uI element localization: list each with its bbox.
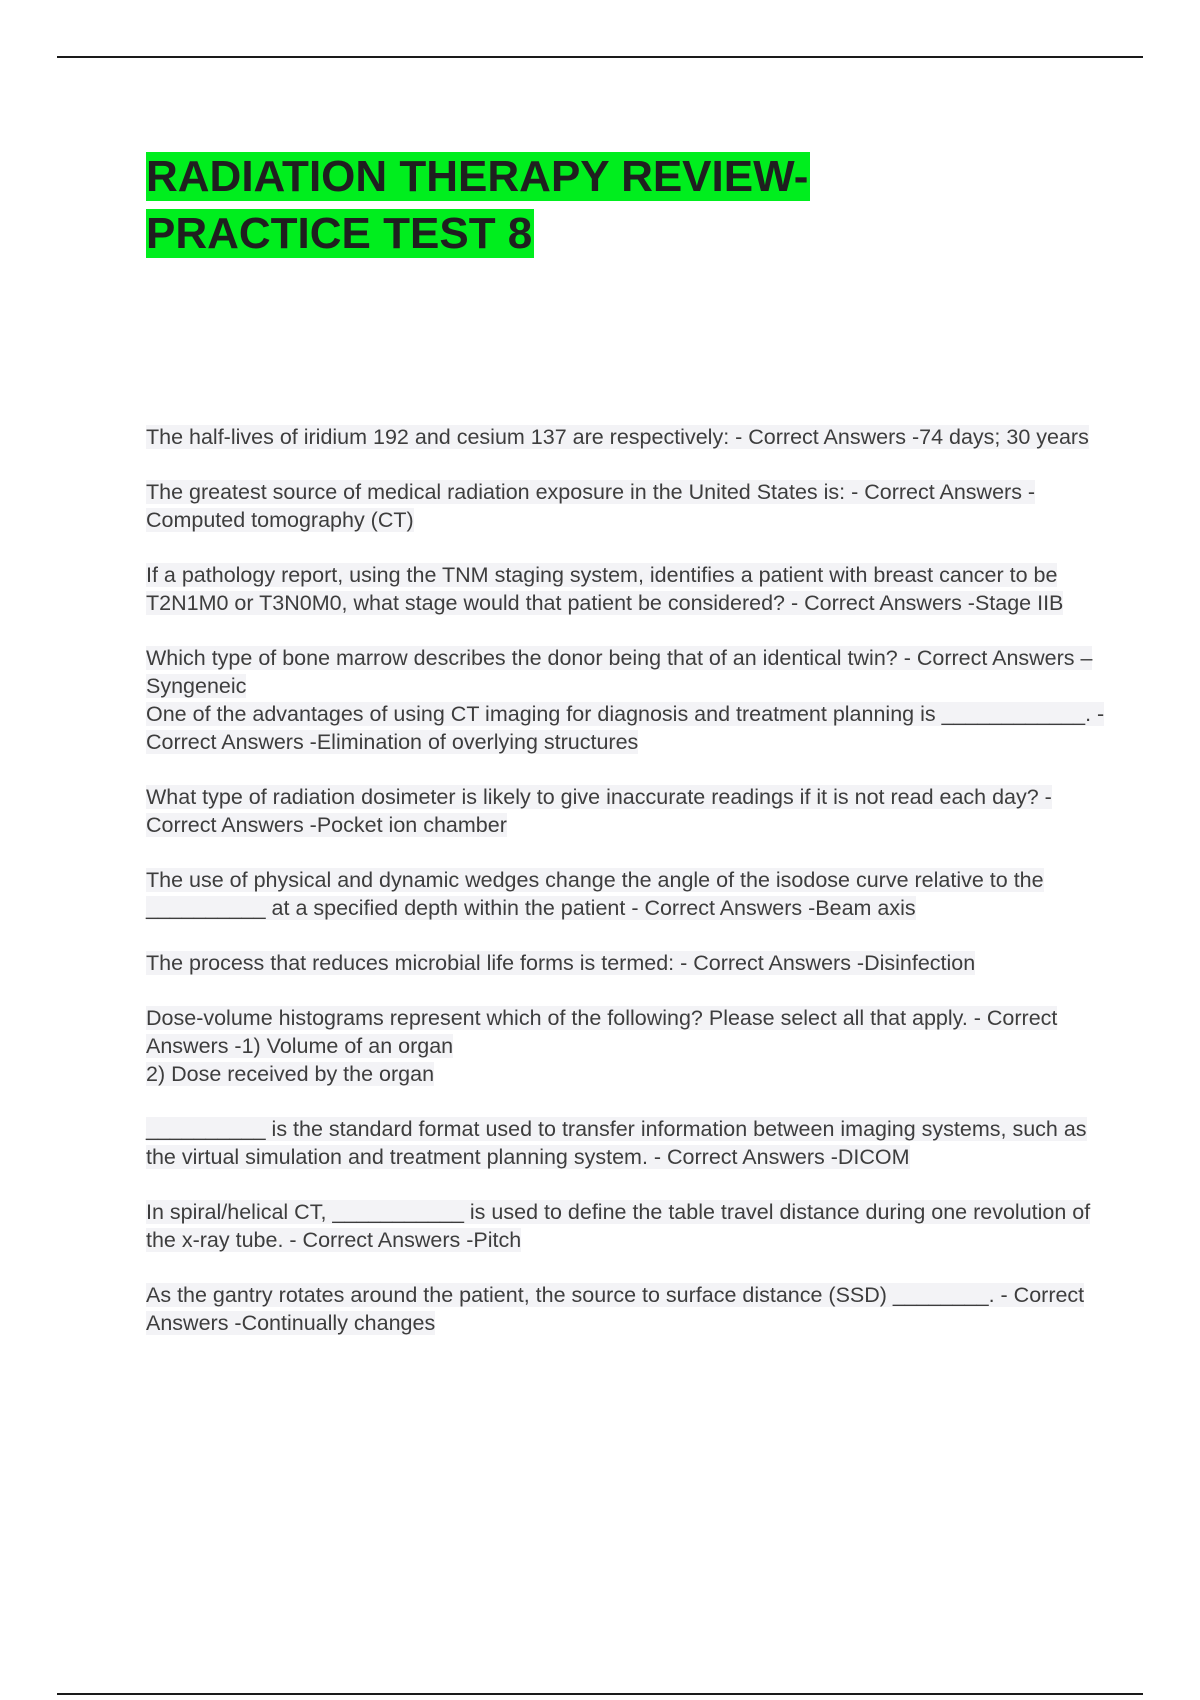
qa-item (146, 561, 1106, 617)
qa-text: The greatest source of medical radiation exposure in the United States is: - Correct Answers -Computed tomography (CT) (146, 480, 1036, 532)
qa-item (146, 700, 1106, 756)
title-line-1: RADIATION THERAPY REVIEW- (146, 152, 809, 201)
qa-text: The use of physical and dynamic wedges change the angle of the isodose curve relative to the __________ at a specified depth within the patient - Correct Answers -Beam axis (146, 868, 1044, 920)
qa-item (146, 949, 1106, 977)
qa-item (146, 423, 1106, 451)
qa-item (146, 1198, 1106, 1254)
bottom-rule (57, 1693, 1143, 1695)
qa-item (146, 1004, 1106, 1088)
qa-text: One of the advantages of using CT imaging for diagnosis and treatment planning is ____________. - Correct Answers -Elimination of overlying structures (146, 702, 1105, 754)
page-title (146, 148, 810, 262)
qa-text: __________ is the standard format used to transfer information between imaging systems, such as the virtual simulation and treatment planning system. - Correct Answers -DICOM (146, 1117, 1087, 1169)
qa-item (146, 783, 1106, 839)
qa-item (146, 478, 1106, 534)
qa-text: If a pathology report, using the TNM staging system, identifies a patient with breast cancer to be T2N1M0 or T3N0M0, what stage would that patient be considered? - Correct Answers -Stage IIB (146, 563, 1064, 615)
qa-text: Which type of bone marrow describes the donor being that of an identical twin? - Correct Answers –Syngeneic (146, 646, 1093, 698)
qa-text: Dose-volume histograms represent which of the following? Please select all that apply. - Correct Answers -1) Volume of an organ (146, 1006, 1058, 1058)
qa-item (146, 1115, 1106, 1171)
qa-text: What type of radiation dosimeter is likely to give inaccurate readings if it is not read each day? - Correct Answers -Pocket ion chamber (146, 785, 1052, 837)
qa-list (146, 423, 1106, 1364)
qa-text: In spiral/helical CT, ___________ is used to define the table travel distance during one revolution of the x-ray tube. - Correct Answers -Pitch (146, 1200, 1091, 1252)
qa-text: As the gantry rotates around the patient, the source to surface distance (SSD) ________. - Correct Answers -Continually changes (146, 1283, 1085, 1335)
qa-text: The process that reduces microbial life forms is termed: - Correct Answers -Disinfection (146, 951, 976, 975)
qa-item (146, 644, 1106, 700)
top-rule (57, 56, 1143, 58)
qa-item (146, 1281, 1106, 1337)
qa-item (146, 866, 1106, 922)
qa-text-continued: 2) Dose received by the organ (146, 1062, 435, 1086)
qa-text: The half-lives of iridium 192 and cesium 137 are respectively: - Correct Answers -74 days; 30 years (146, 425, 1089, 449)
title-line-2: PRACTICE TEST 8 (146, 209, 533, 258)
